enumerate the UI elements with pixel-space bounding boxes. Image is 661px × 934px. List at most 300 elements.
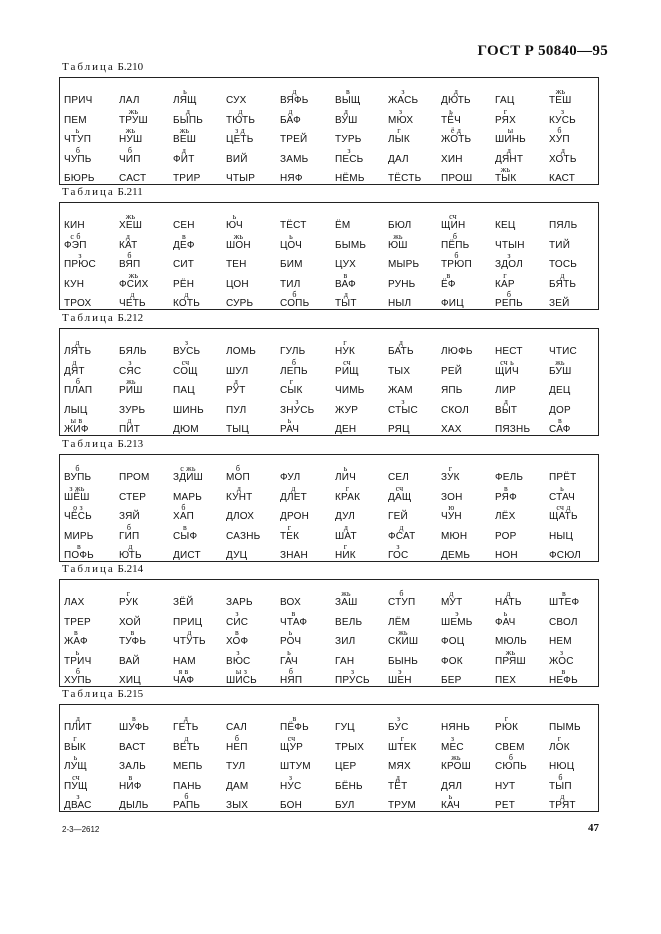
table-cell [173, 406, 233, 416]
table-cell [173, 464, 233, 483]
syllable-word: ШУЛ [226, 365, 249, 377]
syllable-word: ЧТУП [64, 134, 92, 145]
table-cell [226, 598, 286, 608]
syllable-word: ПЫМЬ [549, 722, 581, 733]
syllable-word: ВОХ [280, 597, 301, 608]
table-caption-number: Б.210 [117, 61, 144, 73]
substitution-mark: д [449, 589, 454, 598]
substitution-mark: г [504, 714, 509, 723]
syllable-word: НЯНЬ [441, 722, 471, 733]
table-cell [388, 155, 448, 165]
table-cell [441, 174, 501, 184]
substitution-mark: б [184, 792, 189, 801]
syllable-word: МОП [226, 472, 250, 483]
table-cell [226, 532, 286, 542]
table-cell [388, 425, 448, 435]
table-cell [495, 357, 555, 377]
table-cell [441, 733, 501, 753]
table-cell [173, 503, 233, 522]
substitution-mark: в [346, 87, 350, 96]
table-cell [549, 723, 609, 733]
table-cell [441, 251, 501, 270]
table-caption-number: Б.214 [117, 563, 144, 575]
syllable-word: ДЯНТ [495, 153, 524, 165]
syllable-word: БИМ [280, 259, 303, 270]
table-cell [173, 657, 233, 667]
table-cell [280, 772, 340, 792]
syllable-word: ЁФ [441, 278, 456, 290]
syllable-word: РУНЬ [388, 278, 416, 290]
syllable-word: ТУЛ [226, 761, 246, 772]
substitution-mark: ь [289, 231, 293, 241]
table-cell [119, 762, 179, 772]
table-cell [280, 135, 340, 145]
table-cell [495, 347, 555, 357]
substitution-mark: з [560, 106, 565, 116]
syllable-word: ЁМ [335, 220, 351, 231]
syllable-word: ДЯЛ [441, 780, 463, 792]
syllable-word: КУН [64, 278, 85, 290]
syllable-word: КАЧ [441, 800, 460, 811]
substitution-mark: ы в [70, 416, 83, 425]
word-table [59, 328, 599, 436]
substitution-mark: э [398, 667, 402, 676]
table-cell [119, 628, 179, 647]
table-cell [173, 714, 233, 733]
table-cell [335, 801, 395, 811]
syllable-word: ДУЦ [226, 550, 248, 561]
syllable-word: БУЛ [335, 800, 355, 811]
table-cell [119, 290, 179, 309]
syllable-word: ШТУМ [280, 761, 311, 772]
table-cell [226, 231, 286, 251]
table-cell [64, 753, 124, 772]
table-cell [119, 772, 179, 792]
substitution-mark: д [128, 542, 133, 551]
table-cell [173, 221, 233, 231]
syllable-word: ШИНЬ [495, 134, 526, 145]
table-caption-number: Б.211 [117, 186, 143, 198]
syllable-word: СЕЛ [388, 472, 410, 483]
syllable-word: ТЮТЬ [226, 114, 256, 126]
syllable-word: ДЛЕТ [280, 491, 307, 503]
syllable-word: РЯФ [495, 491, 517, 503]
table-cell [549, 174, 609, 184]
substitution-mark: сч [72, 772, 80, 782]
syllable-word: РЮК [495, 722, 519, 733]
syllable-word: ФИЦ [441, 298, 464, 309]
table-cell [441, 792, 501, 811]
syllable-word: ШОН [226, 239, 251, 251]
syllable-word: СИТ [173, 259, 195, 270]
table-caption [62, 61, 143, 73]
syllable-word: НАМ [173, 655, 196, 667]
table-cell [226, 628, 286, 647]
syllable-word: ТЕН [226, 259, 247, 270]
table-cell [441, 386, 501, 396]
syllable-word: РИЩ [335, 365, 359, 377]
syllable-word: ПИТ [119, 424, 141, 435]
substitution-mark: в [343, 270, 348, 280]
syllable-word: ХАП [173, 511, 195, 522]
syllable-word: ГИП [119, 530, 140, 542]
syllable-word: ФСЮЛ [549, 550, 581, 561]
table-cell [119, 126, 179, 145]
table-cell [335, 338, 395, 357]
syllable-word: НЯФ [280, 173, 303, 184]
syllable-word: ЖОС [549, 655, 574, 667]
table-cell [441, 676, 501, 686]
syllable-word: ПРЯШ [495, 655, 526, 667]
syllable-word: ХИН [441, 153, 463, 165]
table-cell [549, 792, 609, 811]
syllable-word: ЧЁСЬ [64, 511, 92, 522]
table-cell [173, 551, 233, 561]
syllable-word: ЦОН [226, 278, 249, 290]
table-cell [64, 714, 124, 733]
substitution-mark: в [558, 416, 562, 425]
table-cell [549, 667, 609, 686]
syllable-word: ШУФЬ [119, 722, 150, 733]
table-cell [441, 637, 501, 647]
syllable-word: РЯХ [495, 114, 516, 126]
syllable-word: ЗУРЬ [119, 404, 146, 416]
table-cell [173, 357, 233, 377]
table-caption-number: Б.215 [117, 688, 144, 700]
table-cell [226, 212, 286, 231]
syllable-word: БЯТЬ [549, 278, 577, 290]
syllable-word: ПРИЦ [173, 616, 203, 628]
table-cell [226, 347, 286, 357]
substitution-mark: ь [73, 753, 78, 762]
syllable-word: ЗЁЙ [173, 597, 194, 608]
table-cell [64, 416, 124, 435]
substitution-mark: з [398, 106, 403, 116]
substitution-mark: г [287, 522, 292, 532]
syllable-word: НОН [495, 550, 518, 561]
table-caption-word: Таблица [62, 312, 115, 324]
substitution-mark: б [292, 290, 297, 299]
table-cell [549, 406, 609, 416]
table-cell [173, 522, 233, 542]
table-cell [280, 396, 340, 416]
syllable-word: ЛЯЩ [173, 95, 197, 106]
table-cell [280, 733, 340, 753]
substitution-mark: д [187, 628, 192, 637]
substitution-mark: ь [503, 608, 508, 618]
syllable-word: ТЫК [495, 173, 517, 184]
syllable-word: ДАЛ [388, 153, 409, 165]
syllable-word: РИШ [119, 385, 143, 396]
syllable-word: НЮЦ [549, 761, 575, 772]
syllable-word: РЕПЬ [495, 298, 523, 309]
syllable-word: ДЯТ [64, 365, 85, 377]
table-cell [173, 733, 233, 753]
syllable-word: КОТЬ [173, 298, 200, 309]
syllable-word: СВЕМ [495, 741, 525, 753]
table-cell [280, 628, 340, 647]
table-cell [495, 676, 555, 686]
syllable-word: ЗДИШ [173, 472, 203, 483]
table-cell [226, 464, 286, 483]
table-cell [119, 493, 179, 503]
syllable-word: ЧАФ [173, 675, 195, 686]
table-cell [549, 386, 609, 396]
substitution-mark: д [72, 357, 77, 367]
table-cell [335, 135, 395, 145]
syllable-word: ДЕЦ [549, 385, 571, 396]
table-cell [280, 347, 340, 357]
substitution-mark: ы з [235, 667, 248, 676]
syllable-word: НАТЬ [495, 597, 522, 608]
table-cell [388, 667, 448, 686]
table-cell [441, 723, 501, 733]
table-cell [119, 676, 179, 686]
syllable-word: ЖАМ [388, 385, 413, 396]
table-cell [64, 532, 124, 542]
table-cell [441, 589, 501, 608]
syllable-word: НЯП [280, 675, 303, 686]
syllable-word: СТУП [388, 597, 416, 608]
syllable-word: ТЁСТ [280, 220, 307, 231]
syllable-word: ФИТ [173, 153, 195, 165]
table-cell [226, 483, 286, 503]
table-cell [495, 396, 555, 416]
table-cell [226, 782, 286, 792]
syllable-word: ПРОШ [441, 173, 473, 184]
table-cell [495, 483, 555, 503]
table-cell [335, 637, 395, 647]
table-cell [280, 174, 340, 184]
table-cell [280, 714, 340, 733]
syllable-word: ЛИР [495, 385, 517, 396]
table-cell [119, 212, 179, 231]
table-cell [119, 416, 179, 435]
substitution-mark: б [75, 145, 81, 155]
table-cell [173, 386, 233, 396]
table-caption-number: Б.212 [117, 312, 144, 324]
table-cell [388, 260, 448, 270]
table-cell [64, 338, 124, 357]
table-caption-word: Таблица [62, 438, 115, 450]
document-header: ГОСТ Р 50840—95 [477, 43, 608, 59]
substitution-mark: жь [125, 126, 136, 135]
table-cell [335, 174, 395, 184]
substitution-mark: б [234, 733, 240, 743]
syllable-word: МАРЬ [173, 491, 203, 503]
substitution-mark: д [399, 522, 404, 532]
substitution-mark: жь [128, 270, 139, 280]
syllable-word: НЁМЬ [335, 173, 365, 184]
table-cell [495, 801, 555, 811]
table-cell [441, 753, 501, 772]
syllable-word: НУК [335, 346, 355, 357]
syllable-word: ШИНЬ [173, 404, 204, 416]
substitution-mark: д [343, 290, 349, 299]
syllable-word: ТЁТ [388, 780, 408, 792]
syllable-word: НЫЛ [388, 298, 412, 309]
table-cell [549, 126, 609, 145]
table-cell [64, 406, 124, 416]
substitution-mark: д [343, 522, 349, 532]
syllable-word: КАР [495, 278, 515, 290]
table-cell [226, 762, 286, 772]
substitution-mark: д [185, 106, 191, 116]
syllable-word: НИК [335, 550, 356, 561]
substitution-mark: сч [449, 212, 457, 221]
syllable-word: БУШ [549, 365, 572, 377]
syllable-word: ДЕН [335, 424, 357, 435]
syllable-word: ТЫТ [335, 298, 357, 309]
printer-code: 2-3—2612 [62, 825, 100, 834]
syllable-word: ТРЕЙ [280, 134, 308, 145]
table-cell [388, 396, 448, 416]
substitution-mark: г [345, 483, 350, 493]
syllable-word: ЛЕПЬ [280, 365, 308, 377]
table-cell [119, 270, 179, 290]
syllable-word: РУТ [226, 385, 246, 396]
syllable-word: ЛЁМ [388, 616, 411, 628]
syllable-word: ХУПЬ [64, 675, 92, 686]
syllable-word: БЫПЬ [173, 114, 203, 126]
syllable-word: БЮЛ [388, 220, 412, 231]
table-cell [549, 416, 609, 435]
syllable-word: МЕС [441, 741, 464, 753]
syllable-word: ЛЫК [388, 134, 410, 145]
table-cell [226, 367, 286, 377]
table-cell [549, 637, 609, 647]
table-cell [495, 473, 555, 483]
table-cell [495, 512, 555, 522]
syllable-word: СЮПЬ [495, 761, 527, 772]
syllable-word: ЧЕТЬ [119, 298, 146, 309]
substitution-mark: д [184, 290, 189, 299]
syllable-word: ФОК [441, 655, 463, 667]
substitution-mark: г [503, 106, 508, 116]
table-cell [64, 126, 124, 145]
substitution-mark: з жь [69, 483, 85, 493]
syllable-word: ТЫЦ [226, 424, 249, 435]
syllable-word: ЦЕР [335, 761, 357, 772]
syllable-word: ВАЙ [119, 655, 140, 667]
table-cell [549, 733, 609, 753]
syllable-word: БОН [280, 800, 303, 811]
syllable-word: ВЯФЬ [280, 95, 309, 106]
syllable-word: СЫК [280, 385, 303, 396]
syllable-word: САЛ [226, 722, 248, 733]
syllable-word: НУТ [495, 780, 516, 792]
table-cell [64, 116, 124, 126]
substitution-mark: г [448, 464, 453, 473]
syllable-word: ПРИЧ [64, 95, 93, 106]
table-cell [335, 618, 395, 628]
syllable-word: МИРЬ [64, 530, 94, 542]
substitution-mark: ь [449, 106, 453, 116]
table-cell [173, 493, 233, 503]
table-cell [119, 618, 179, 628]
table-cell [280, 221, 340, 231]
table-cell [226, 260, 286, 270]
table-cell [64, 357, 124, 377]
table-cell [495, 714, 555, 733]
substitution-mark: д [125, 231, 131, 241]
syllable-word: ТЕК [280, 530, 300, 542]
syllable-word: РЕЙ [441, 365, 463, 377]
table-cell [173, 174, 233, 184]
substitution-mark: б [452, 231, 458, 241]
syllable-word: ПЛАП [64, 385, 93, 396]
substitution-mark: б [506, 290, 512, 299]
syllable-word: НЫЦ [549, 530, 574, 542]
table-cell [226, 106, 286, 126]
table-cell [173, 628, 233, 647]
substitution-mark: з [236, 647, 240, 657]
substitution-mark: б [181, 503, 186, 512]
substitution-mark: з [401, 87, 405, 96]
table-cell [388, 522, 448, 542]
substitution-mark: д [398, 338, 404, 347]
table-cell [280, 416, 340, 435]
table-cell [226, 647, 286, 667]
syllable-word: ПАЦ [173, 385, 195, 396]
substitution-mark: жь [128, 106, 139, 116]
syllable-word: ПАНЬ [173, 780, 202, 792]
syllable-word: ПРОМ [119, 472, 150, 483]
syllable-word: ЛЁХ [495, 511, 516, 522]
syllable-word: ТРУШ [119, 114, 148, 126]
table-cell [549, 551, 609, 561]
substitution-mark: ь [287, 416, 292, 425]
syllable-word: ЧТЫН [495, 239, 525, 251]
syllable-word: СОПЬ [280, 298, 310, 309]
table-cell [173, 598, 233, 608]
table-cell [280, 357, 340, 377]
syllable-word: ВЮС [226, 655, 251, 667]
table-cell [388, 338, 448, 357]
syllable-word: СТЫС [388, 404, 418, 416]
table-cell [119, 231, 179, 251]
table-cell [226, 733, 286, 753]
syllable-word: ВИЙ [226, 153, 248, 165]
syllable-word: ШТЕК [388, 741, 417, 753]
substitution-mark: г [126, 589, 131, 598]
syllable-word: МЮЛЬ [495, 636, 527, 647]
syllable-word: НЕФЬ [549, 675, 578, 686]
syllable-word: СЯС [119, 365, 142, 377]
syllable-word: ТРОХ [64, 298, 92, 309]
table-cell [64, 174, 124, 184]
table-cell [64, 280, 124, 290]
syllable-word: ЩИЧ [495, 365, 519, 377]
table-cell [226, 280, 286, 290]
syllable-word: ТРЫХ [335, 741, 365, 753]
substitution-mark: в [292, 714, 297, 723]
table-cell [441, 551, 501, 561]
table-cell [335, 667, 395, 686]
table-caption-word: Таблица [62, 61, 115, 73]
syllable-word: СТАЧ [549, 491, 576, 503]
syllable-word: ХИЦ [119, 675, 141, 686]
table-cell [226, 551, 286, 561]
syllable-word: ЛАХ [64, 597, 85, 608]
table-cell [335, 145, 395, 165]
syllable-word: ПЕХ [495, 675, 517, 686]
syllable-word: ДИСТ [173, 550, 201, 561]
substitution-mark: сч [343, 357, 351, 367]
table-cell [549, 357, 609, 377]
substitution-mark: ь [343, 464, 348, 473]
syllable-word: ЛЮФЬ [441, 346, 473, 357]
